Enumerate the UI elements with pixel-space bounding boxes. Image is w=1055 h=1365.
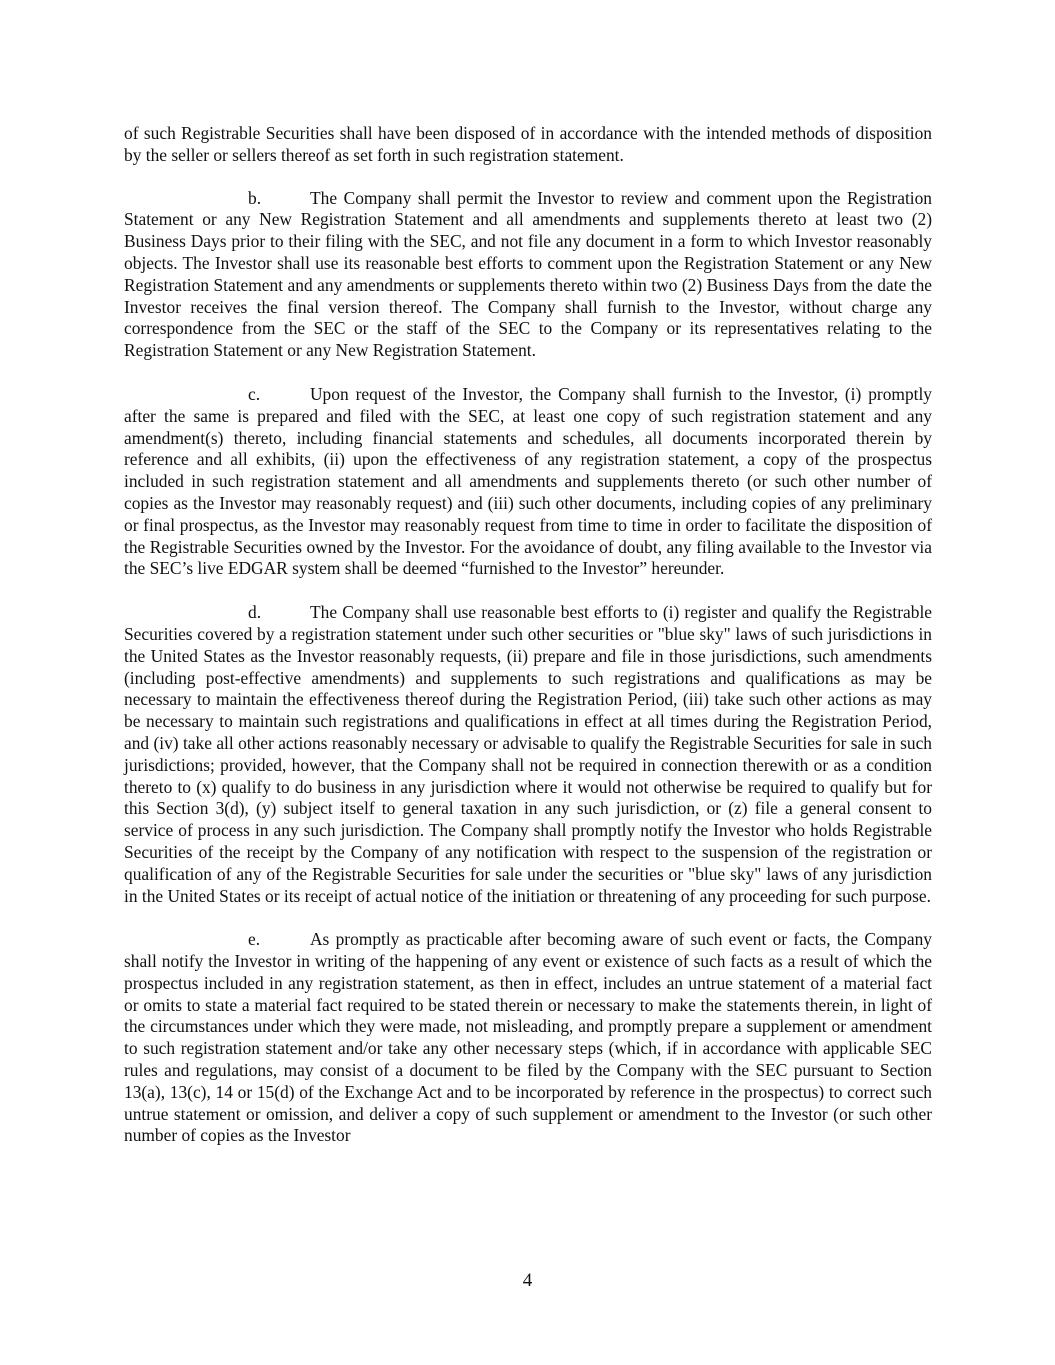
section-e-label: e.	[248, 929, 261, 950]
section-e-paragraph	[124, 929, 932, 1147]
page-number: 4	[522, 1270, 533, 1291]
section-e-text: As promptly as practicable after becoming aware of such event or facts, the Company shall notify the Investor in writing of the happening of any event or existence of such facts as a result of which the prospectus included in any registration statement, as then in effect, includes an untrue statement of a material fact or omits to state a material fact required to be stated therein or necessary to make the statements therein, in light of the circumstances under which they were made, not misleading, and promptly prepare a supplement or amendment to such registration statement and/or take any other necessary steps (which, if in accordance with applicable SEC rules and regulations, may consist of a document to be filed by the Company with the SEC pursuant to Section 13(a), 13(c), 14 or 15(d) of the Exchange Act and to be incorporated by reference in the prospectus) to correct such untrue statement or omission, and deliver a copy of such supplement or amendment to the Investor (or such other number of copies as the Investor	[124, 929, 932, 1146]
section-b-text: The Company shall permit the Investor to review and comment upon the Registration Statement or any New Registration Statement and all amendments and supplements thereto at least two (2) Business Days prior to their filing with the SEC, and not file any document in a form to which Investor reasonably objects. The Investor shall use its reasonable best efforts to comment upon the Registration Statement or any New Registration Statement and any amendments or supplements thereto within two (2) Business Days from the date the Investor receives the final version thereof. The Company shall furnish to the Investor, without charge any correspondence from the SEC or the staff of the SEC to the Company or its representatives relating to the Registration Statement or any New Registration Statement.	[124, 187, 932, 361]
section-c-text: Upon request of the Investor, the Company shall furnish to the Investor, (i) promptly after the same is prepared and filed with the SEC, at least one copy of such registration statement and any amendment(s) thereto, including financial statements and schedules, all documents incorporated therein by reference and all exhibits, (ii) upon the effectiveness of any registration statement, a copy of the prospectus included in such registration statement and all amendments and supplements thereto (or such other number of copies as the Investor may reasonably request) and (iii) such other documents, including copies of any preliminary or final prospectus, as the Investor may reasonably request from time to time in order to facilitate the disposition of the Registrable Securities owned by the Investor. For the avoidance of doubt, any filing available to the Investor via the SEC’s live EDGAR system shall be deemed “furnished to the Investor” hereunder.	[124, 383, 932, 579]
document-page	[124, 123, 932, 1169]
section-b-paragraph	[124, 188, 932, 362]
section-d-paragraph	[124, 602, 932, 907]
continuation-paragraph: of such Registrable Securities shall have been disposed of in accordance with the intended methods of disposition by the seller or sellers thereof as set forth in such registration statement.	[124, 123, 932, 165]
section-c-label: c.	[248, 383, 261, 404]
section-d-text: The Company shall use reasonable best efforts to (i) register and qualify the Registrable Securities covered by a registration statement under such other securities or "blue sky" laws of such jurisdictions in the United States as the Investor reasonably requests, (ii) prepare and file in those jurisdictions, such amendments (including post-effective amendments) and supplements to such registrations and qualifications as may be necessary to maintain the effectiveness thereof during the Registration Period, (iii) take such other actions as may be necessary to maintain such registrations and qualifications in effect at all times during the Registration Period, and (iv) take all other actions reasonably necessary or advisable to qualify the Registrable Securities for sale in such jurisdictions; provided, however, that the Company shall not be required in connection therewith or as a condition thereto to (x) qualify to do business in any jurisdiction where it would not otherwise be required to qualify but for this Section 3(d), (y) subject itself to general taxation in any such jurisdiction, or (z) file a general consent to service of process in any such jurisdiction. The Company shall promptly notify the Investor who holds Registrable Securities of the receipt by the Company of any notification with respect to the suspension of the registration or qualification of any of the Registrable Securities for sale under the securities or "blue sky" laws of any jurisdiction in the United States or its receipt of actual notice of the initiation or threatening of any proceeding for such purpose.	[124, 602, 932, 906]
section-b-label: b.	[248, 187, 262, 208]
section-c-paragraph	[124, 384, 932, 580]
section-d-label: d.	[248, 602, 262, 623]
